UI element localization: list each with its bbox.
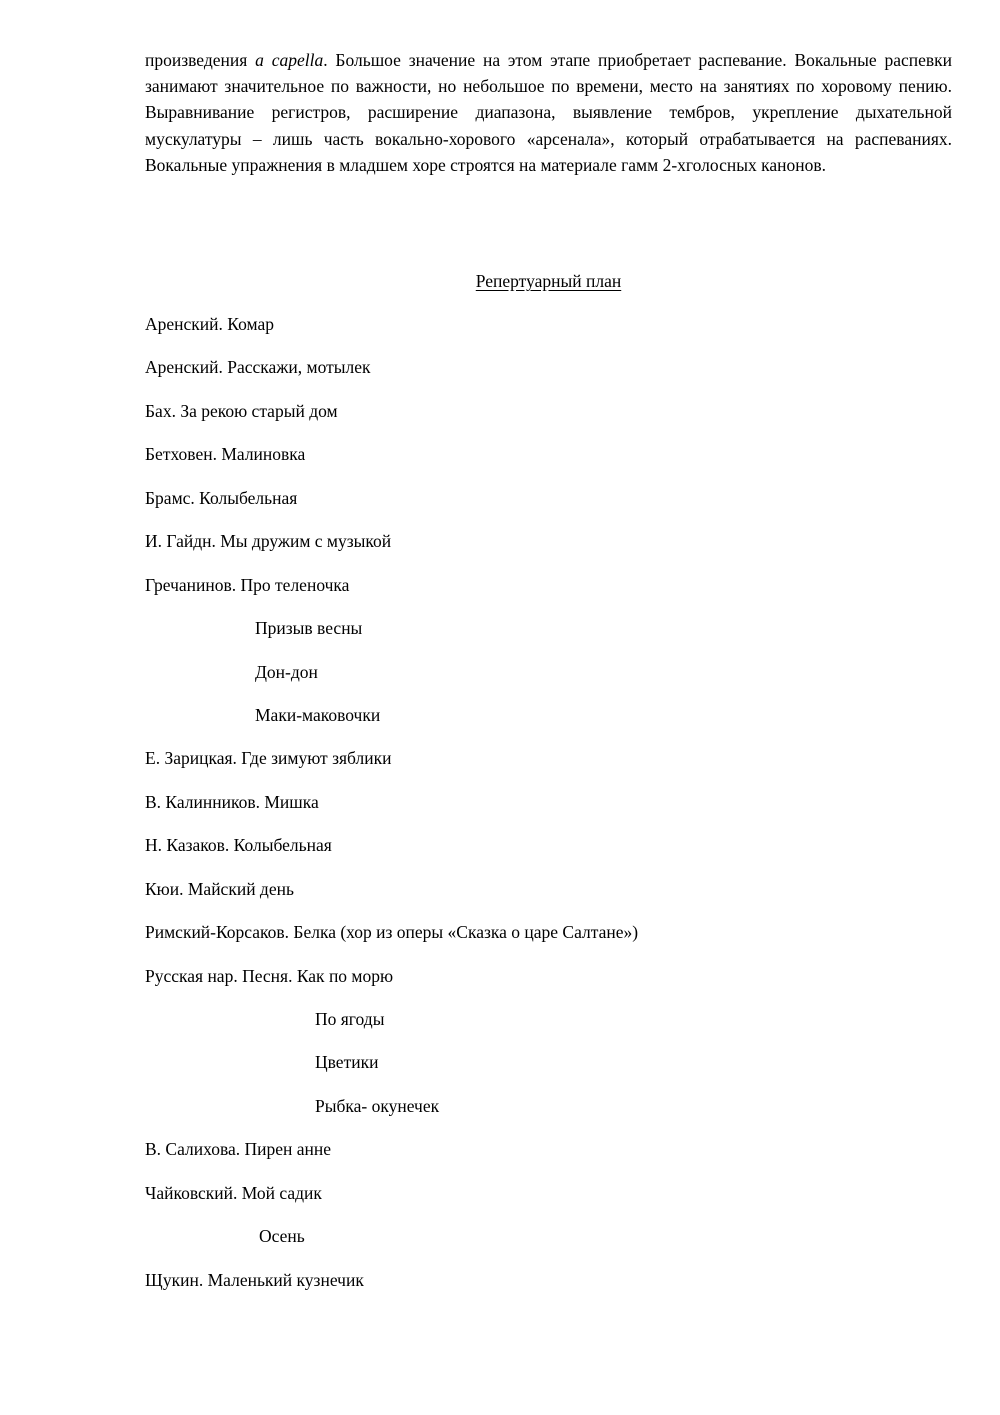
repertoire-item: Бетховен. Малиновка [145, 444, 306, 464]
repertoire-item: Гречанинов. Про теленочка [145, 575, 350, 595]
section-heading [145, 269, 952, 293]
repertoire-item: Брамс. Колыбельная [145, 488, 298, 508]
repertoire-sub-item: Рыбка- окунечек [315, 1096, 440, 1116]
intro-paragraph [145, 47, 952, 178]
repertoire-item: В. Калинников. Мишка [145, 792, 319, 812]
repertoire-item: Н. Казаков. Колыбельная [145, 835, 332, 855]
section-heading-text: Репертуарный план [475, 271, 622, 291]
repertoire-item: Е. Зарицкая. Где зимуют зяблики [145, 748, 392, 768]
repertoire-item: Аренский. Расскажи, мотылек [145, 357, 371, 377]
repertoire-item: Кюи. Майский день [145, 879, 294, 899]
repertoire-sub-item: Маки-маковочки [255, 705, 381, 725]
intro-text-start: произведения [145, 50, 256, 70]
repertoire-item: Аренский. Комар [145, 314, 274, 334]
repertoire-sub-item: Дон-дон [255, 662, 318, 682]
repertoire-sub-item: Призыв весны [255, 618, 363, 638]
repertoire-item: В. Салихова. Пирен анне [145, 1139, 332, 1159]
repertoire-item: Римский-Корсаков. Белка (хор из оперы «Сказка о царе Салтане») [145, 922, 639, 942]
repertoire-sub-item: Цветики [315, 1052, 379, 1072]
repertoire-sub-item: По ягоды [315, 1009, 385, 1029]
repertoire-item: Чайковский. Мой садик [145, 1183, 322, 1203]
repertoire-item: Щукин. Маленький кузнечик [145, 1270, 364, 1290]
repertoire-item: Бах. За рекою старый дом [145, 401, 338, 421]
repertoire-item: И. Гайдн. Мы дружим с музыкой [145, 531, 392, 551]
repertoire-sub-item: Осень [259, 1226, 305, 1246]
repertoire-item: Русская нар. Песня. Как по морю [145, 966, 394, 986]
intro-text-rest: . Большое значение на этом этапе приобретает распевание. Вокальные распевки занимают значительное по важности, но небольшое по времени, место на занятиях по хоровому пению. Выравнивание регистров, расширение диапазона, выявление тембров, укрепление дыхательной мускулатуры – лишь часть вокально-хорового «арсенала», который отрабатывается на распеваниях. Вокальные упражнения в младшем хоре строятся на материале гамм 2-хголосных канонов. [145, 50, 953, 175]
intro-italic-term: a capella [255, 50, 324, 70]
